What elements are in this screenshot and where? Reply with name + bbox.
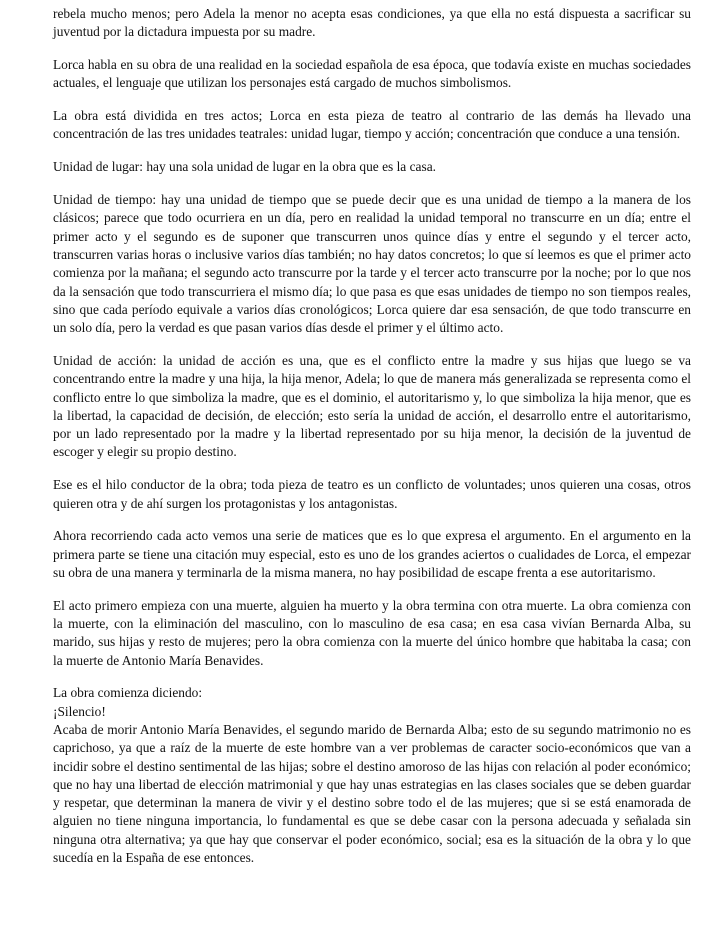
paragraph-realidad: Lorca habla en su obra de una realidad en la sociedad española de esa época, que todavía existe en muchas sociedades actuales, el lenguaje que utilizan los personajes está cargado de muchos simbolismos. [53, 57, 691, 91]
document-page [53, 5, 691, 867]
paragraph-argumento: Ahora recorriendo cada acto vemos una serie de matices que es lo que expresa el argumento. En el argumento en la primera parte se tiene una citación muy especial, esto es uno de los grandes aciertos o cualidades de Lorca, el empezar su obra de una manera y terminarla de la misma manera, no hay posibilidad de escape frenta a ese autoritarismo. [53, 528, 691, 580]
paragraph-tres-actos: La obra está dividida en tres actos; Lorca en esta pieza de teatro al contrario de las demás ha llevado una concentración de las tres unidades teatrales: unidad lugar, tiempo y acción; concentración que conduce a una tensión. [53, 108, 691, 142]
paragraph-acaba-de-morir: Acaba de morir Antonio María Benavides, el segundo marido de Bernarda Alba; esto de su segundo matrimonio no es caprichoso, ya que a raíz de la muerte de este hombre van a ver problemas de caracter socio-económicos que van a incidir sobre el destino sentimental de las hijas; sobre el destino amoroso de las hijas con relación al poder económico; que no hay una libertad de elección matrimonial y que hay unas estrategias en las clases sociales que se deben guardar y respetar, que determinan la manera de vivir y el destino sobre todo el de las mujeres; que si se está enamorada de alguien no tiene ninguna importancia, lo fundamental es que se debe casar con la persona adecuada y señalada sin ninguna otra alternativa; ya que hay que conservar el poder económico, social; esa es la situación de la obra y lo que sucedía en la España de ese entonces. [53, 722, 691, 866]
final-block [53, 684, 691, 867]
line-obra-comienza: La obra comienza diciendo: [53, 685, 203, 701]
paragraph-hilo-conductor: Ese es el hilo conductor de la obra; toda pieza de teatro es un conflicto de voluntades; unos quieren una cosas, otros quieren otra y de ahí surgen los protagonistas y los antagonistas. [53, 477, 691, 511]
paragraph-unidad-accion: Unidad de acción: la unidad de acción es una, que es el conflicto entre la madre y sus hijas que luego se va concentrando entre la madre y una hija, la hija menor, Adela; lo que de manera más generalizada se representa como el conflicto entre lo que simboliza la madre, que es el dominio, el autoritarismo y, lo que simboliza la hija menor, que es la libertad, la capacidad de decisión, de elección; esto sería la unidad de acción, el desarrollo entre el autoritarismo, por un lado representado por la madre y la libertad representado por su hija menor, la decisión de la juventud de escoger y elegir su propio destino. [53, 352, 691, 460]
paragraph-intro-continuation: rebela mucho menos; pero Adela la menor no acepta esas condiciones, ya que ella no está dispuesta a sacrificar su juventud por la dictadura impuesta por su madre. [53, 6, 691, 40]
paragraph-unidad-lugar: Unidad de lugar: hay una sola unidad de lugar en la obra que es la casa. [53, 159, 436, 175]
paragraph-acto-primero: El acto primero empieza con una muerte, alguien ha muerto y la obra termina con otra muerte. La obra comienza con la muerte, con la eliminación del masculino, con lo masculino de esa casa; en esa casa vivían Bernarda Alba, su marido, sus hijas y resto de mujeres; pero la obra comienza con la muerte del único hombre que habitaba la casa; con la muerte de Antonio María Benavides. [53, 597, 691, 668]
line-silencio: ¡Silencio! [53, 703, 106, 719]
paragraph-unidad-tiempo: Unidad de tiempo: hay una unidad de tiempo que se puede decir que es una unidad de tiempo a la manera de los clásicos; parece que todo ocurriera en un día, pero en realidad la unidad temporal no transcurre en un día; entre el primer acto y el segundo es de suponer que transcurren unos quince días y entre el segundo y el tercer acto, transcurren varias horas o inclusive varios días también; no hay datos concretos; lo que sí leemos es que el primer acto comienza por la mañana; el segundo acto transcurre por la tarde y el tercer acto transcurre por la noche; por lo que nos da la sensación que todo transcurriera el mismo día; lo que pasa es que esas unidades de tiempo no son tiempos reales, sino que cada período equivale a varios días cronológicos; Lorca quiere dar esa sensación, de que todo transcurre en un solo día, pero la verdad es que pasan varios días desde el primer y el último acto. [53, 192, 691, 336]
